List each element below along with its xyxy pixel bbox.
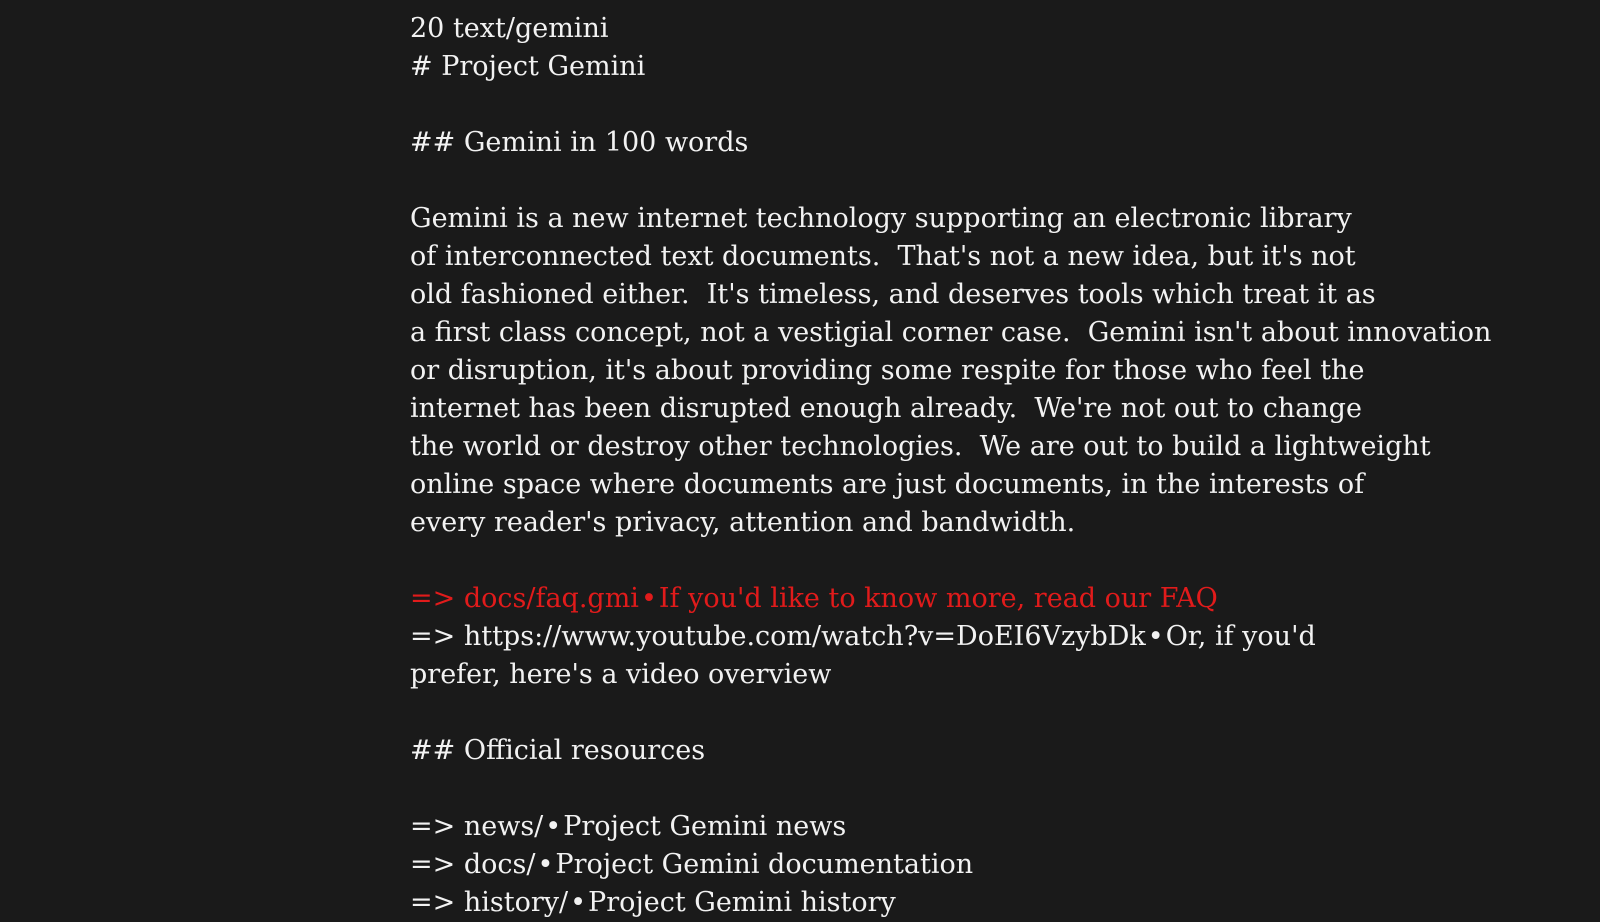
paragraph-line: the world or destroy other technologies. We are out to build a lightweight [410,431,1431,462]
link-documentation[interactable] [410,846,1410,884]
link-history[interactable] [410,884,1410,922]
paragraph-line: online space where documents are just documents, in the interests of [410,469,1365,500]
link-prefix: => [410,849,456,880]
link-separator: • [545,811,562,842]
paragraph-line: a first class concept, not a vestigial corner case. Gemini isn't about innovation [410,317,1492,348]
link-label: Project Gemini news [563,811,847,842]
link-prefix: => [410,887,456,918]
page-title: # Project Gemini [410,51,646,82]
link-faq[interactable] [410,580,1410,618]
link-label: Project Gemini documentation [555,849,974,880]
status-line: 20 text/gemini [410,13,609,44]
link-label: If you'd like to know more, read our FAQ [658,583,1218,614]
blank-line [410,162,1410,200]
blank-line [410,770,1410,808]
blank-line [410,694,1410,732]
link-separator: • [1147,621,1164,652]
link-target: news/ [463,811,544,842]
gemini-document [410,10,1492,922]
link-target: history/ [463,887,569,918]
link-separator: • [537,849,554,880]
paragraph-line: or disruption, it's about providing some respite for those who feel the [410,355,1365,386]
link-label: Or, if you'd prefer, here's a video overview [410,621,1316,690]
link-video-overview[interactable] [410,618,1410,694]
blank-line [410,542,1410,580]
link-target: https://www.youtube.com/watch?v=DoEI6VzybDk [463,621,1146,652]
link-news[interactable] [410,808,1410,846]
link-target: docs/ [463,849,536,880]
paragraph-line: Gemini is a new internet technology supporting an electronic library [410,203,1352,234]
paragraph-line: old fashioned either. It's timeless, and deserves tools which treat it as [410,279,1376,310]
link-separator: • [640,583,657,614]
section-heading-official-resources: ## Official resources [410,735,706,766]
paragraph-line: internet has been disrupted enough already. We're not out to change [410,393,1362,424]
link-prefix: => [410,621,456,652]
link-prefix: => [410,811,456,842]
link-target: docs/faq.gmi [463,583,639,614]
paragraph-line: every reader's privacy, attention and bandwidth. [410,507,1076,538]
link-prefix: => [410,583,456,614]
paragraph-line: of interconnected text documents. That's not a new idea, but it's not [410,241,1356,272]
link-separator: • [570,887,587,918]
blank-line [410,86,1410,124]
link-label: Project Gemini history [588,887,896,918]
section-heading-gemini-100-words: ## Gemini in 100 words [410,127,749,158]
